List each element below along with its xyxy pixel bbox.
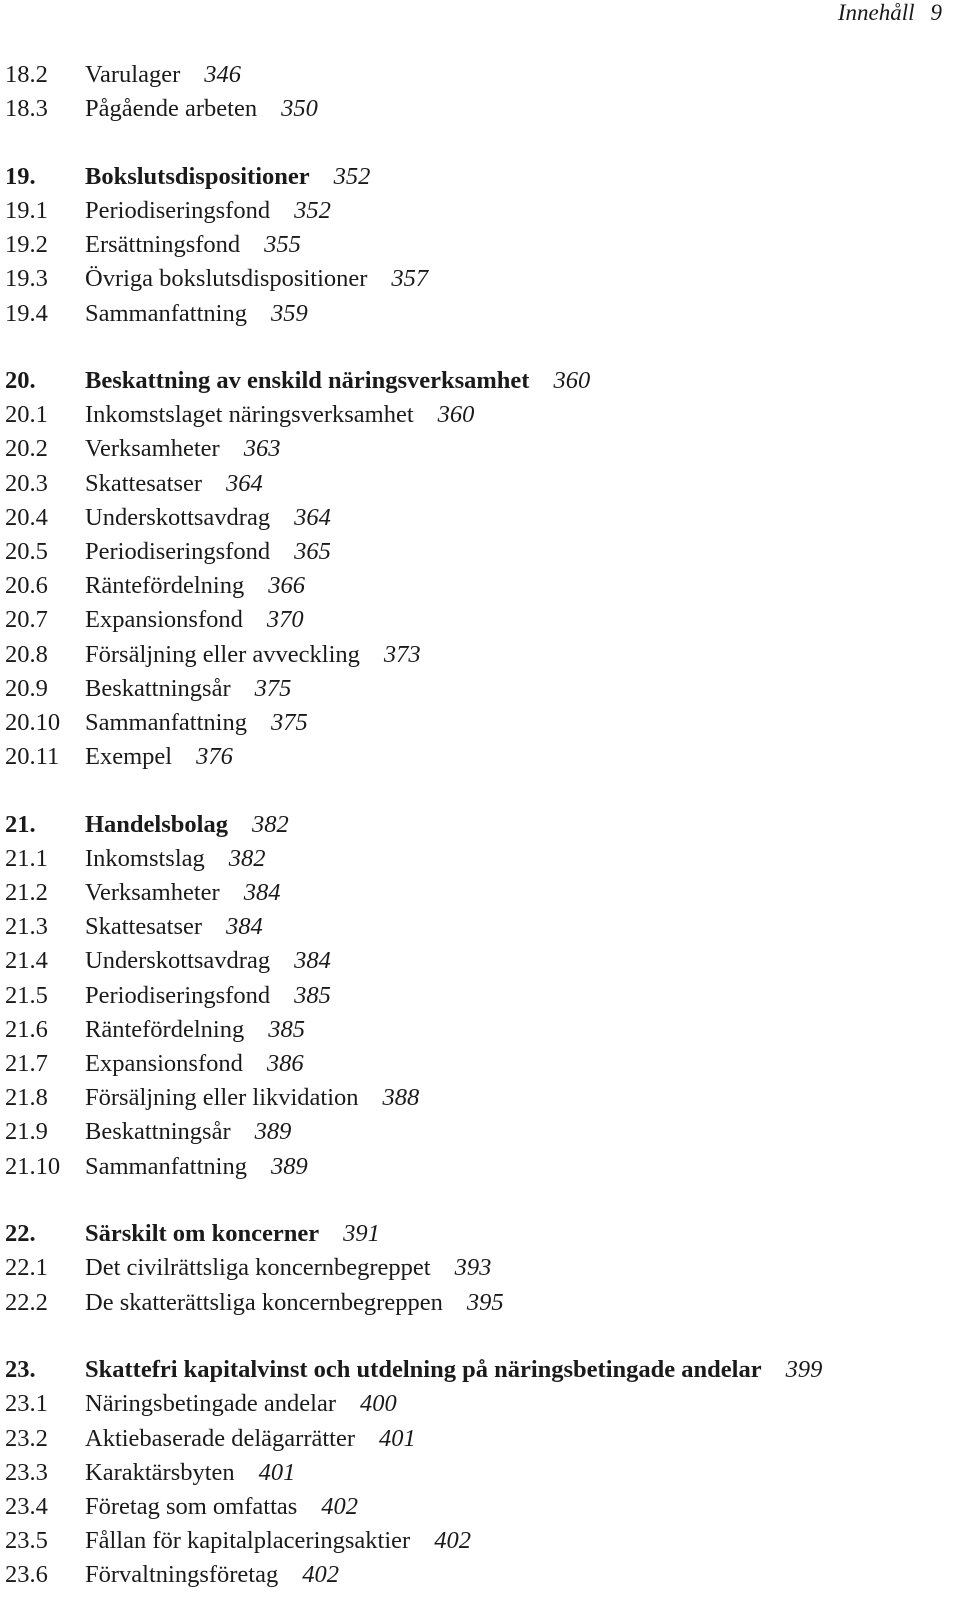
toc-entry — [5, 842, 945, 876]
entry-title: Verksamheter — [85, 435, 220, 463]
entry-title: Försäljning eller avveckling — [85, 640, 360, 668]
entry-page: 370 — [266, 606, 304, 634]
entry-title: Inkomstslag — [85, 844, 205, 872]
toc-entry — [5, 706, 945, 740]
entry-number: 21.1 — [5, 844, 48, 872]
entry-page: 360 — [437, 401, 475, 429]
entry-number: 20.4 — [5, 503, 48, 531]
entry-page: 384 — [294, 947, 331, 975]
toc-entry — [5, 262, 945, 296]
entry-number: 19.3 — [5, 265, 48, 293]
toc-entry — [5, 638, 945, 672]
toc-entry — [5, 1047, 945, 1081]
entry-number: 22.2 — [5, 1288, 48, 1316]
entry-page: 401 — [258, 1458, 296, 1486]
entry-page: 395 — [466, 1288, 504, 1316]
entry-title: Sammanfattning — [85, 708, 247, 736]
entry-number: 21.3 — [5, 913, 48, 941]
entry-page: 400 — [360, 1390, 397, 1418]
toc-entry — [5, 432, 945, 466]
entry-title: Underskottsavdrag — [85, 503, 271, 531]
entry-title: Periodiseringsfond — [85, 981, 271, 1009]
entry-number: 20.7 — [5, 606, 48, 634]
entry-number: 23.3 — [5, 1458, 48, 1486]
chapter-title: Bokslutsdispositioner — [85, 162, 310, 190]
entry-page: 393 — [454, 1254, 492, 1282]
entry-number: 19.4 — [5, 299, 48, 327]
entry-title: Periodiseringsfond — [85, 196, 271, 224]
toc-entry — [5, 1115, 945, 1149]
toc-chapter — [5, 808, 945, 842]
toc-entry — [5, 1150, 945, 1184]
toc-chapter — [5, 364, 945, 398]
entry-page: 352 — [294, 196, 331, 224]
toc-entry — [5, 297, 945, 331]
entry-page: 376 — [196, 743, 233, 771]
entry-number: 23.2 — [5, 1424, 48, 1452]
entry-title: Inkomstslaget näringsverksamhet — [85, 401, 414, 429]
chapter-number: 21. — [5, 810, 36, 838]
chapter-page: 391 — [343, 1220, 380, 1248]
section-title: Innehåll — [837, 0, 915, 25]
entry-title: Det civilrättsliga koncernbegreppet — [85, 1254, 431, 1282]
entry-number: 21.4 — [5, 947, 48, 975]
entry-page: 389 — [254, 1118, 292, 1146]
entry-number: 20.5 — [5, 538, 48, 566]
toc-chapter — [5, 160, 945, 194]
entry-number: 21.5 — [5, 981, 48, 1009]
entry-page: 382 — [228, 844, 266, 872]
entry-page: 402 — [434, 1527, 471, 1555]
entry-title: Fållan för kapitalplaceringsaktier — [85, 1527, 411, 1555]
entry-page: 384 — [226, 913, 263, 941]
entry-page: 359 — [270, 299, 308, 327]
chapter-page: 382 — [251, 810, 289, 838]
toc-entry — [5, 1422, 945, 1456]
entry-title: Sammanfattning — [85, 1152, 247, 1180]
entry-number: 22.1 — [5, 1254, 48, 1282]
table-of-contents — [5, 58, 945, 1592]
toc-entry — [5, 1286, 945, 1320]
entry-page: 386 — [266, 1050, 304, 1078]
entry-number: 19.1 — [5, 196, 48, 224]
entry-number: 21.9 — [5, 1118, 48, 1146]
entry-title: Förvaltningsföretag — [85, 1561, 279, 1589]
entry-title: Aktiebaserade delägarrätter — [85, 1424, 356, 1452]
toc-entry — [5, 1558, 945, 1592]
entry-title: Karaktärsbyten — [85, 1458, 235, 1486]
entry-title: Företag som omfattas — [85, 1492, 298, 1520]
entry-title: Underskottsavdrag — [85, 947, 271, 975]
entry-number: 21.6 — [5, 1015, 48, 1043]
entry-number: 23.1 — [5, 1390, 48, 1418]
entry-title: Försäljning eller likvidation — [85, 1084, 359, 1112]
toc-entry — [5, 876, 945, 910]
entry-title: Räntefördelning — [85, 572, 245, 600]
entry-page: 402 — [321, 1492, 359, 1520]
toc-entry — [5, 194, 945, 228]
entry-number: 19.2 — [5, 231, 48, 259]
entry-number: 20.11 — [5, 743, 60, 771]
entry-number: 23.5 — [5, 1527, 48, 1555]
entry-number: 18.3 — [5, 95, 48, 123]
entry-page: 355 — [264, 231, 301, 259]
entry-page: 365 — [294, 538, 331, 566]
toc-entry — [5, 1013, 945, 1047]
entry-title: Skattesatser — [85, 913, 203, 941]
toc-entry — [5, 1081, 945, 1115]
entry-title: De skatterättsliga koncernbegreppen — [85, 1288, 443, 1316]
toc-entry — [5, 944, 945, 978]
entry-number: 20.1 — [5, 401, 48, 429]
entry-title: Pågående arbeten — [85, 95, 258, 123]
entry-number: 21.7 — [5, 1050, 48, 1078]
entry-number: 18.2 — [5, 61, 48, 88]
running-header — [838, 0, 942, 26]
entry-title: Ersättningsfond — [85, 231, 241, 259]
toc-entry — [5, 603, 945, 637]
entry-title: Beskattningsår — [85, 674, 231, 702]
entry-number: 20.2 — [5, 435, 48, 463]
toc-entry — [5, 1251, 945, 1285]
entry-title: Övriga bokslutsdispositioner — [85, 265, 368, 293]
chapter-page: 352 — [333, 162, 371, 190]
entry-page: 375 — [254, 674, 292, 702]
chapter-title: Beskattning av enskild näringsverksamhet — [85, 367, 530, 395]
toc-chapter — [5, 1217, 945, 1251]
chapter-title: Särskilt om koncerner — [85, 1220, 320, 1248]
chapter-page: 360 — [553, 367, 591, 395]
entry-number: 20.3 — [5, 469, 48, 497]
chapter-title: Skattefri kapitalvinst och utdelning på näringsbetingade andelar — [85, 1356, 762, 1384]
chapter-page: 399 — [785, 1356, 823, 1384]
chapter-number: 22. — [5, 1220, 36, 1248]
entry-title: Exempel — [85, 743, 173, 771]
entry-title: Räntefördelning — [85, 1015, 245, 1043]
toc-entry — [5, 910, 945, 944]
entry-title: Skattesatser — [85, 469, 203, 497]
entry-title: Näringsbetingade andelar — [85, 1390, 337, 1418]
entry-page: 366 — [268, 572, 305, 600]
toc-entry — [5, 1387, 945, 1421]
entry-page: 388 — [382, 1084, 420, 1112]
toc-entry — [5, 1524, 945, 1558]
entry-title: Verksamheter — [85, 879, 220, 907]
toc-entry — [5, 979, 945, 1013]
entry-number: 20.9 — [5, 674, 48, 702]
entry-page: 364 — [294, 503, 331, 531]
entry-title: Varulager — [85, 61, 181, 88]
toc-entry — [5, 228, 945, 262]
entry-number: 21.10 — [5, 1152, 61, 1180]
entry-number: 23.6 — [5, 1561, 48, 1589]
toc-entry — [5, 569, 945, 603]
entry-number: 21.2 — [5, 879, 48, 907]
chapter-title: Handelsbolag — [85, 810, 228, 838]
entry-page: 373 — [383, 640, 421, 668]
entry-number: 21.8 — [5, 1084, 48, 1112]
toc-entry — [5, 1456, 945, 1490]
entry-page: 384 — [243, 879, 281, 907]
entry-page: 402 — [302, 1561, 339, 1589]
entry-page: 363 — [243, 435, 281, 463]
entry-page: 357 — [391, 265, 429, 293]
toc-entry — [5, 740, 945, 774]
toc-entry — [5, 58, 945, 92]
entry-number: 20.8 — [5, 640, 48, 668]
chapter-number: 23. — [5, 1356, 36, 1384]
toc-entry — [5, 672, 945, 706]
entry-page: 364 — [226, 469, 263, 497]
entry-number: 20.6 — [5, 572, 48, 600]
toc-chapter — [5, 1353, 945, 1387]
entry-title: Sammanfattning — [85, 299, 247, 327]
entry-page: 385 — [268, 1015, 305, 1043]
chapter-number: 20. — [5, 367, 36, 395]
entry-page: 385 — [294, 981, 331, 1009]
toc-entry — [5, 501, 945, 535]
toc-entry — [5, 467, 945, 501]
entry-title: Periodiseringsfond — [85, 538, 271, 566]
entry-page: 350 — [281, 95, 318, 123]
entry-number: 20.10 — [5, 708, 61, 736]
entry-title: Beskattningsår — [85, 1118, 231, 1146]
toc-entry — [5, 92, 945, 126]
chapter-number: 19. — [5, 162, 36, 190]
entry-title: Expansionsfond — [85, 606, 243, 634]
toc-entry — [5, 535, 945, 569]
entry-title: Expansionsfond — [85, 1050, 243, 1078]
entry-page: 375 — [270, 708, 308, 736]
page-number: 9 — [930, 0, 942, 25]
entry-number: 23.4 — [5, 1492, 48, 1520]
entry-page: 401 — [379, 1424, 416, 1452]
toc-entry — [5, 1490, 945, 1524]
entry-page: 389 — [270, 1152, 308, 1180]
entry-page: 346 — [204, 61, 241, 88]
toc-entry — [5, 398, 945, 432]
